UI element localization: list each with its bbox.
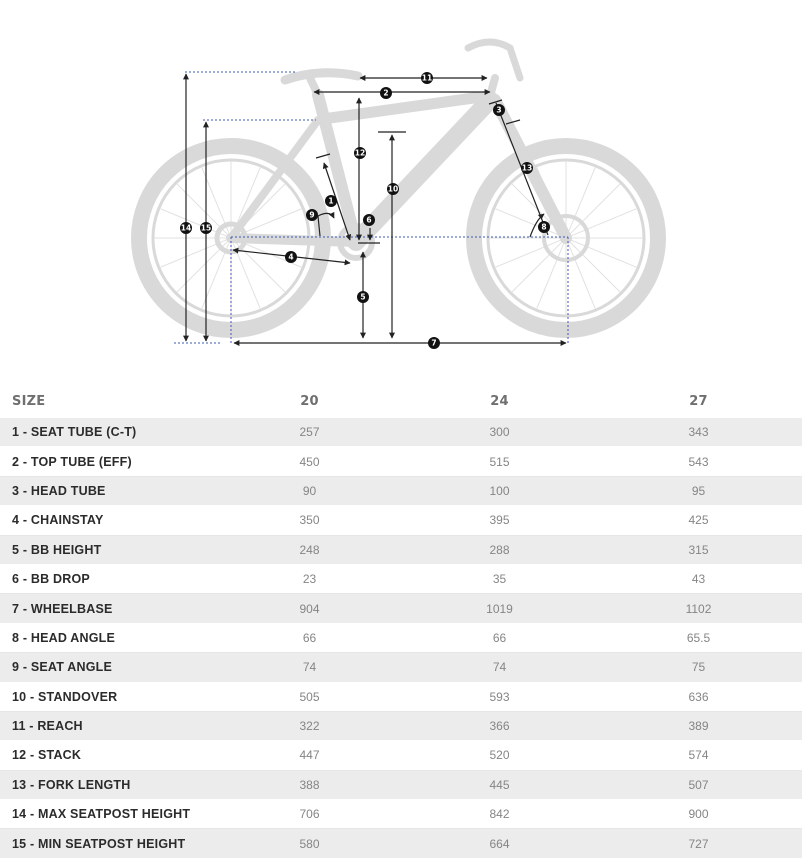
table-row	[0, 535, 802, 564]
row-value: 74	[404, 653, 595, 682]
table-row	[0, 506, 802, 535]
row-value: 248	[215, 535, 404, 564]
marker-3	[493, 104, 505, 116]
table-row	[0, 741, 802, 770]
row-value: 580	[215, 829, 404, 858]
row-value: 395	[404, 506, 595, 535]
row-value: 66	[404, 623, 595, 652]
table-row	[0, 447, 802, 476]
row-value: 35	[404, 564, 595, 593]
svg-text:9: 9	[309, 210, 315, 220]
row-value: 904	[215, 594, 404, 623]
row-label: 8 - HEAD ANGLE	[0, 623, 215, 652]
row-value: 75	[595, 653, 802, 682]
row-label: 7 - WHEELBASE	[0, 594, 215, 623]
row-value: 343	[595, 418, 802, 447]
table-row	[0, 476, 802, 505]
row-label: 11 - REACH	[0, 711, 215, 740]
row-value: 1102	[595, 594, 802, 623]
row-value: 425	[595, 506, 802, 535]
marker-14	[180, 222, 192, 234]
row-value: 322	[215, 711, 404, 740]
row-value: 706	[215, 800, 404, 829]
svg-text:10: 10	[387, 184, 399, 194]
row-value: 66	[215, 623, 404, 652]
row-label: 9 - SEAT ANGLE	[0, 653, 215, 682]
svg-text:1: 1	[328, 196, 334, 206]
size-column-header: 20	[300, 393, 319, 409]
row-value: 90	[215, 476, 404, 505]
row-value: 95	[595, 476, 802, 505]
row-label: 2 - TOP TUBE (EFF)	[0, 447, 215, 476]
table-row	[0, 594, 802, 623]
row-value: 100	[404, 476, 595, 505]
svg-text:4: 4	[288, 252, 294, 262]
marker-9	[306, 209, 318, 221]
marker-1	[325, 195, 337, 207]
row-value: 543	[595, 447, 802, 476]
marker-10	[387, 183, 399, 195]
size-column-header: 24	[490, 393, 509, 409]
row-label: 5 - BB HEIGHT	[0, 535, 215, 564]
row-value: 445	[404, 770, 595, 799]
row-label: 10 - STANDOVER	[0, 682, 215, 711]
table-row	[0, 829, 802, 858]
marker-13	[521, 162, 533, 174]
svg-text:3: 3	[496, 105, 502, 115]
table-row	[0, 800, 802, 829]
svg-text:15: 15	[200, 223, 212, 233]
marker-6	[363, 214, 375, 226]
size-header: SIZE	[12, 393, 46, 409]
marker-11	[421, 72, 433, 84]
table-row	[0, 770, 802, 799]
row-value: 842	[404, 800, 595, 829]
row-value: 388	[215, 770, 404, 799]
row-value: 515	[404, 447, 595, 476]
row-label: 1 - SEAT TUBE (C-T)	[0, 418, 215, 447]
svg-text:5: 5	[360, 292, 366, 302]
row-value: 664	[404, 829, 595, 858]
row-value: 43	[595, 564, 802, 593]
row-value: 450	[215, 447, 404, 476]
marker-15	[200, 222, 212, 234]
row-value: 727	[595, 829, 802, 858]
row-value: 300	[404, 418, 595, 447]
svg-text:13: 13	[521, 163, 533, 173]
marker-12	[354, 147, 366, 159]
svg-text:2: 2	[383, 88, 389, 98]
bike-geometry-diagram	[0, 0, 809, 372]
table-row	[0, 711, 802, 740]
marker-4	[285, 251, 297, 263]
row-value: 257	[215, 418, 404, 447]
row-value: 288	[404, 535, 595, 564]
row-value: 507	[595, 770, 802, 799]
svg-text:11: 11	[421, 73, 433, 83]
table-row	[0, 623, 802, 652]
row-value: 350	[215, 506, 404, 535]
row-value: 574	[595, 741, 802, 770]
svg-text:6: 6	[366, 215, 372, 225]
row-value: 389	[595, 711, 802, 740]
marker-2	[380, 87, 392, 99]
row-label: 6 - BB DROP	[0, 564, 215, 593]
row-value: 636	[595, 682, 802, 711]
row-label: 15 - MIN SEATPOST HEIGHT	[0, 829, 215, 858]
size-column-header: 27	[689, 393, 708, 409]
svg-text:12: 12	[354, 148, 366, 158]
row-value: 447	[215, 741, 404, 770]
row-value: 74	[215, 653, 404, 682]
table-header-row	[0, 384, 802, 418]
geometry-table	[0, 384, 802, 859]
row-value: 366	[404, 711, 595, 740]
row-value: 1019	[404, 594, 595, 623]
svg-text:14: 14	[180, 223, 192, 233]
row-label: 14 - MAX SEATPOST HEIGHT	[0, 800, 215, 829]
row-label: 12 - STACK	[0, 741, 215, 770]
marker-7	[428, 337, 440, 349]
saddle	[285, 73, 358, 80]
bike-silhouette	[139, 42, 658, 330]
svg-text:8: 8	[541, 222, 547, 232]
table-row	[0, 682, 802, 711]
row-label: 3 - HEAD TUBE	[0, 476, 215, 505]
row-label: 13 - FORK LENGTH	[0, 770, 215, 799]
row-value: 23	[215, 564, 404, 593]
row-value: 520	[404, 741, 595, 770]
row-value: 900	[595, 800, 802, 829]
row-value: 65.5	[595, 623, 802, 652]
marker-5	[357, 291, 369, 303]
row-label: 4 - CHAINSTAY	[0, 506, 215, 535]
row-value: 593	[404, 682, 595, 711]
handlebar	[468, 42, 520, 78]
row-value: 505	[215, 682, 404, 711]
marker-8	[538, 221, 550, 233]
table-row	[0, 418, 802, 447]
row-value: 315	[595, 535, 802, 564]
table-row	[0, 564, 802, 593]
table-row	[0, 653, 802, 682]
svg-text:7: 7	[431, 338, 437, 348]
stem	[490, 78, 495, 96]
